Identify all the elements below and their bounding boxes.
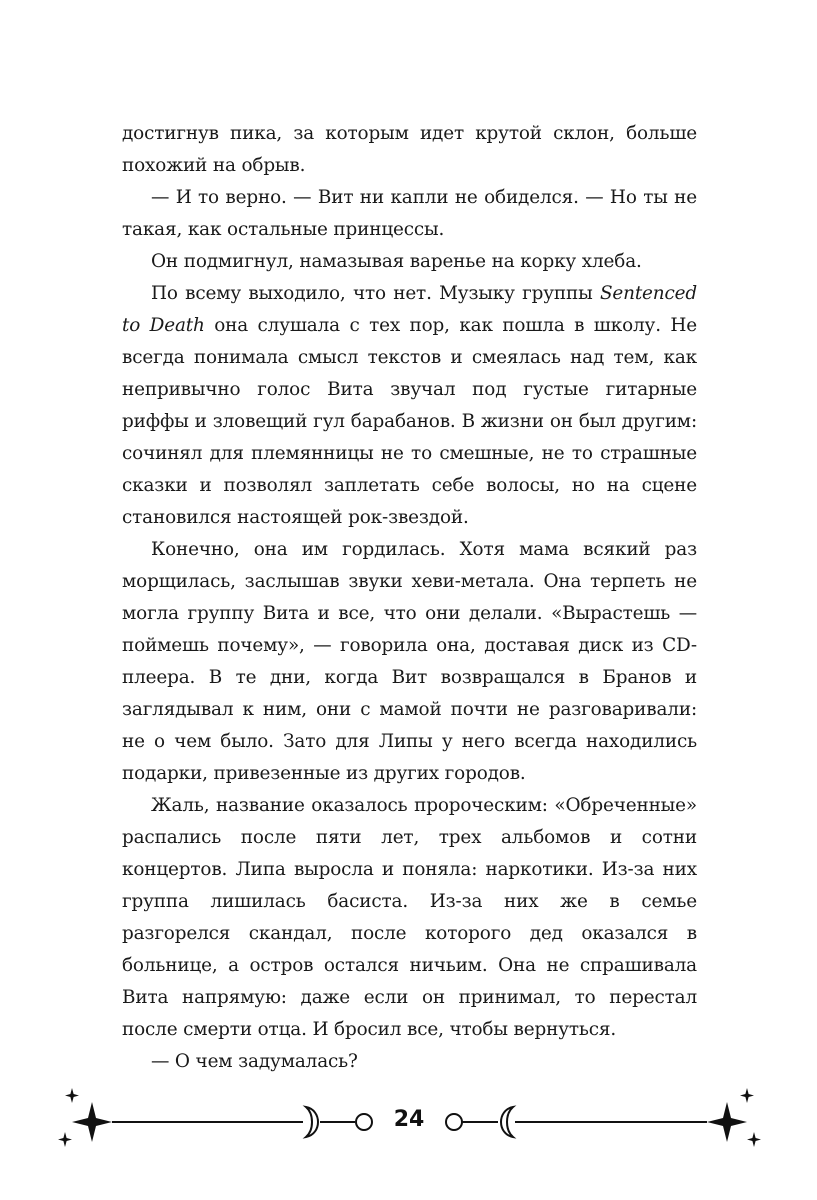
paragraph-1: достигнув пика, за которым идет крутой склон, больше похожий на обрыв. — [122, 123, 697, 176]
circle-icon — [446, 1114, 462, 1130]
star-icon — [747, 1132, 761, 1147]
paragraph-4 — [122, 278, 697, 534]
paragraph-2: — И то верно. — Вит ни капли не обиделся. — Но ты не такая, как остальные принцессы. — [122, 187, 697, 240]
page-number: 24 — [393, 1107, 425, 1132]
star-icon — [65, 1088, 79, 1103]
paragraph-6: Жаль, название оказалось пророческим: «Обреченные» распались после пяти лет, трех альбомов и сотни концертов. Липа выросла и поняла: наркотики. Из-за них группа лишилась басиста. Из-за них же в семье разгорелся скандал, после которого дед оказался в больнице, а остров остался ничьим. Она не спрашивала Вита напрямую: даже если он принимал, то перестал после смерти отца. И бросил все, чтобы вернуться. — [122, 795, 697, 1040]
paragraph-4-rest: она слушала с тех пор, как пошла в школу. Не всегда понимала смысл текстов и смеялась над тем, как непривычно голос Вита звучал под густые гитарные риффы и зловещий гул барабанов. В жизни он был другим: сочинял для племянницы не то смешные, не то страшные сказки и позволял заплетать себе волосы, но на сцене становился настоящей рок-звездой. — [122, 315, 697, 528]
band-name-italic: Sentenced to Death — [122, 283, 697, 336]
crescent-moon-icon — [306, 1107, 318, 1137]
paragraph-7: — О чем задумалась? — [151, 1051, 358, 1072]
paragraph-5: Конечно, она им гордилась. Хотя мама всякий раз морщилась, заслышав звуки хеви-метала. Она терпеть не могла группу Вита и все, что они делали. «Вырастешь — поймешь почему», — говорила она, доставая диск из CD-плеера. В те дни, когда Вит возвращался в Бранов и заглядывал к ним, они с мамой почти не разговаривали: не о чем было. Зато для Липы у него всегда находились подарки, привезенные из других городов. — [122, 539, 697, 784]
circle-icon — [356, 1114, 372, 1130]
crescent-moon-icon — [501, 1107, 513, 1137]
star-icon — [72, 1102, 112, 1142]
paragraph-3: Он подмигнул, намазывая варенье на корку хлеба. — [151, 251, 642, 272]
star-icon — [58, 1132, 72, 1147]
star-icon — [707, 1102, 747, 1142]
star-icon — [740, 1088, 754, 1103]
body-text — [122, 118, 697, 1078]
paragraph-4-lead: По всему выходило, что нет. Музыку группы — [151, 283, 600, 304]
